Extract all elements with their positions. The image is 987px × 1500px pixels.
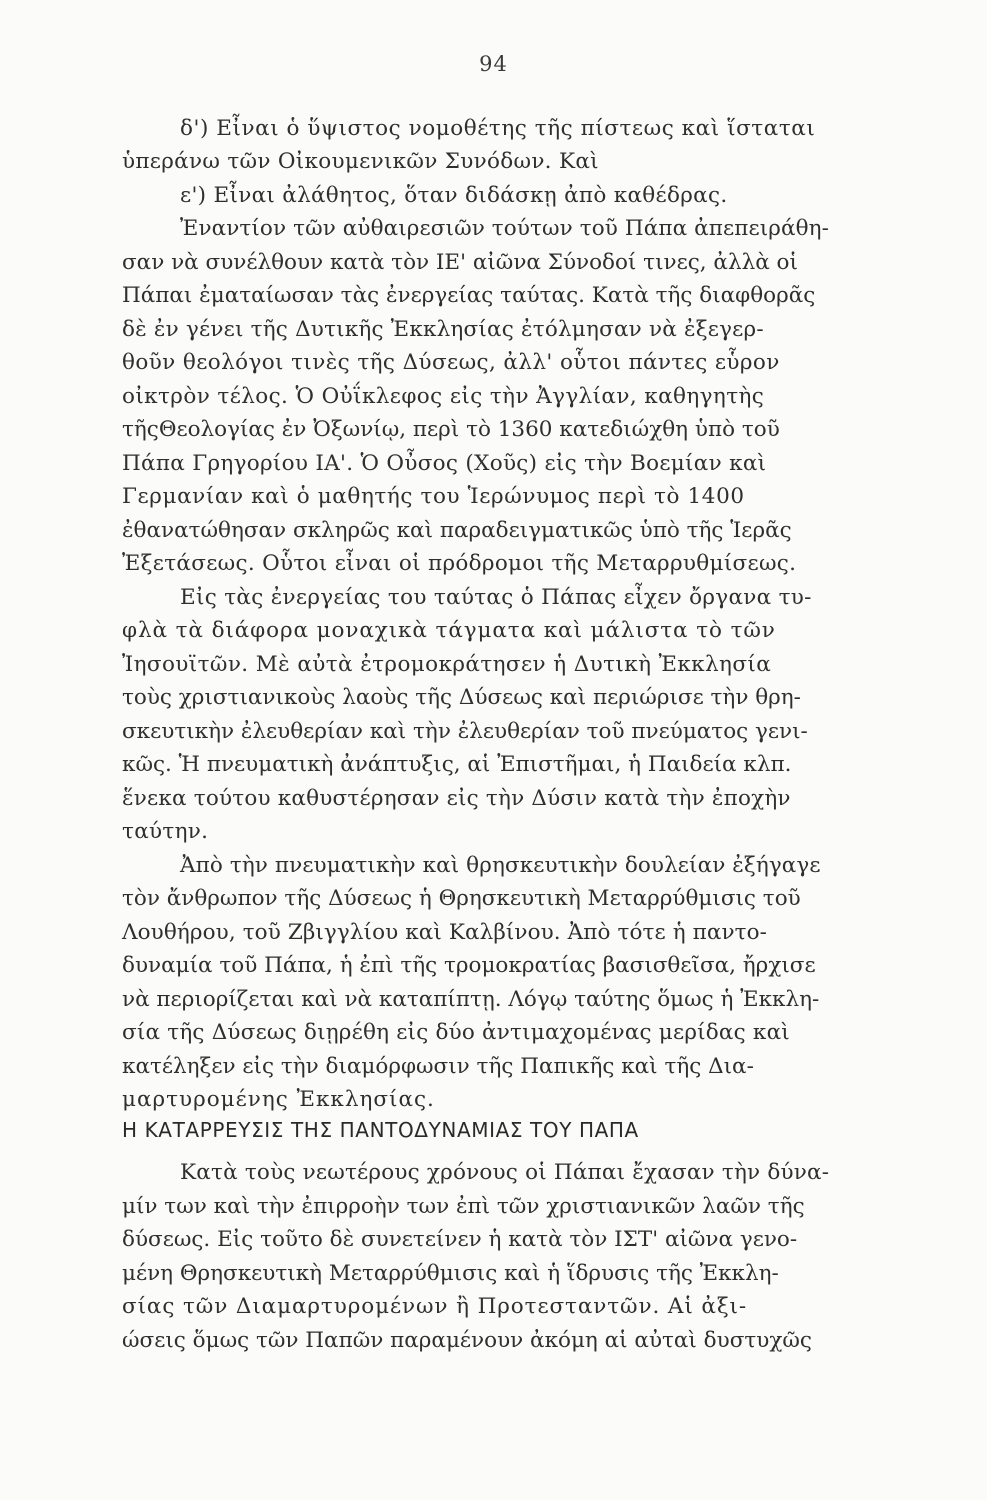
text-line: μίν των καὶ τὴν ἐπιρροὴν των ἐπὶ τῶν χριστιανικῶν λαῶν τῆς [122, 1194, 805, 1219]
text-line: ε') Εἶναι ἀλάθητος, ὅταν διδάσκῃ ἀπὸ καθέδρας. [180, 183, 728, 208]
text-line: κατέληξεν εἰς τὴν διαμόρφωσιν τῆς Παπικῆς καὶ τῆς Δια- [122, 1054, 754, 1079]
text-line: Ἀπὸ τὴν πνευματικὴν καὶ θρησκευτικὴν δουλείαν ἐξήγαγε [180, 853, 821, 878]
text-line: ἐθανατώθησαν σκληρῶς καὶ παραδειγματικῶς ὑπὸ τῆς Ἱερᾶς [122, 518, 792, 543]
text-line: θοῦν θεολόγοι τινὲς τῆς Δύσεως, ἀλλ' οὗτοι πάντες εὗρον [122, 350, 780, 375]
text-line: δυναμία τοῦ Πάπα, ἡ ἐπὶ τῆς τρομοκρατίας βασισθεῖσα, ἤρχισε [122, 953, 816, 978]
text-line: φλὰ τὰ διάφορα μοναχικὰ τάγματα καὶ μάλιστα τὸ τῶν [122, 618, 776, 643]
text-line: Ἰησουϊτῶν. Μὲ αὐτὰ ἐτρομοκράτησεν ἡ Δυτικὴ Ἐκκλησία [122, 652, 772, 677]
text-line: σία τῆς Δύσεως διῃρέθη εἰς δύο ἀντιμαχομένας μερίδας καὶ [122, 1020, 790, 1045]
text-line: δ') Εἶναι ὁ ὕψιστος νομοθέτης τῆς πίστεως καὶ ἵσταται [180, 116, 816, 141]
text-line: Ἐξετάσεως. Οὗτοι εἶναι οἱ πρόδρομοι τῆς Μεταρρυθμίσεως. [122, 551, 797, 576]
text-line: ώσεις ὅμως τῶν Παπῶν παραμένουν ἀκόμη αἱ αὐταὶ δυστυχῶς [122, 1328, 812, 1353]
text-line: Λουθήρου, τοῦ Ζβιγγλίου καὶ Καλβίνου. Ἀπὸ τότε ἡ παντο- [122, 920, 768, 945]
text-line: Εἰς τὰς ἐνεργείας του ταύτας ὁ Πάπας εἶχεν ὄργανα τυ- [180, 585, 812, 610]
text-line: Πάπα Γρηγορίου ΙΑ'. Ὁ Οὖσος (Χοῦς) εἰς τὴν Βοεμίαν καὶ [122, 451, 767, 476]
text-line: Ἐναντίον τῶν αὐθαιρεσιῶν τούτων τοῦ Πάπα ἀπεπειράθη- [180, 216, 829, 241]
text-line: Κατὰ τοὺς νεωτέρους χρόνους οἱ Πάπαι ἔχασαν τὴν δύνα- [180, 1160, 830, 1185]
text-line: δύσεως. Εἰς τοῦτο δὲ συνετείνεν ἡ κατὰ τὸν ΙΣΤ' αἰῶνα γενο- [122, 1227, 798, 1252]
text-line: ταύτην. [122, 819, 209, 844]
text-line: τῆςΘεολογίας ἐν Ὀξωνίῳ, περὶ τὸ 1360 κατεδιώχθη ὑπὸ τοῦ [122, 417, 780, 442]
text-line: Γερμανίαν καὶ ὁ μαθητής του Ἱερώνυμος περὶ τὸ 1400 [122, 484, 745, 509]
text-line: οἰκτρὸν τέλος. Ὁ Οὐΐκλεφος εἰς τὴν Ἀγγλίαν, καθηγητὴς [122, 384, 765, 409]
text-line: νὰ περιορίζεται καὶ νὰ καταπίπτῃ. Λόγῳ ταύτης ὅμως ἡ Ἐκκλη- [122, 987, 820, 1012]
text-line: μένη Θρησκευτικὴ Μεταρρύθμισις καὶ ἡ ἵδρυσις τῆς Ἐκκλη- [122, 1261, 779, 1286]
text-line: σίας τῶν Διαμαρτυρομένων ἢ Προτεσταντῶν. Αἱ ἀξι- [122, 1294, 748, 1319]
text-line: τὸν ἄνθρωπον τῆς Δύσεως ἡ Θρησκευτικὴ Μεταρρύθμισις τοῦ [122, 886, 801, 911]
page-number: 94 [479, 52, 508, 76]
text-line: δὲ ἐν γένει τῆς Δυτικῆς Ἐκκλησίας ἐτόλμησαν νὰ ἐξεγερ- [122, 317, 764, 342]
text-line: τοὺς χριστιανικοὺς λαοὺς τῆς Δύσεως καὶ περιώρισε τὴν θρη- [122, 685, 801, 710]
text-line: κῶς. Ἡ πνευματικὴ ἀνάπτυξις, αἱ Ἐπιστῆμαι, ἡ Παιδεία κλπ. [122, 752, 792, 777]
text-line: μαρτυρομένης Ἐκκλησίας. [122, 1087, 435, 1112]
text-line: σκευτικὴν ἐλευθερίαν καὶ τὴν ἐλευθερίαν τοῦ πνεύματος γενι- [122, 719, 808, 744]
text-line: ἕνεκα τούτου καθυστέρησαν εἰς τὴν Δύσιν κατὰ τὴν ἐποχὴν [122, 786, 791, 811]
section-heading: Η ΚΑΤΑΡΡΕΥΣΙΣ ΤΗΣ ΠΑΝΤΟΔΥΝΑΜΙΑΣ ΤΟΥ ΠΑΠΑ [122, 1118, 639, 1142]
text-line: ὑπεράνω τῶν Οἰκουμενικῶν Συνόδων. Καὶ [122, 149, 599, 174]
text-line: σαν νὰ συνέλθουν κατὰ τὸν ΙΕ' αἰῶνα Σύνοδοί τινες, ἀλλὰ οἱ [122, 250, 798, 275]
text-line: Πάπαι ἐματαίωσαν τὰς ἐνεργείας ταύτας. Κατὰ τῆς διαφθορᾶς [122, 283, 816, 308]
